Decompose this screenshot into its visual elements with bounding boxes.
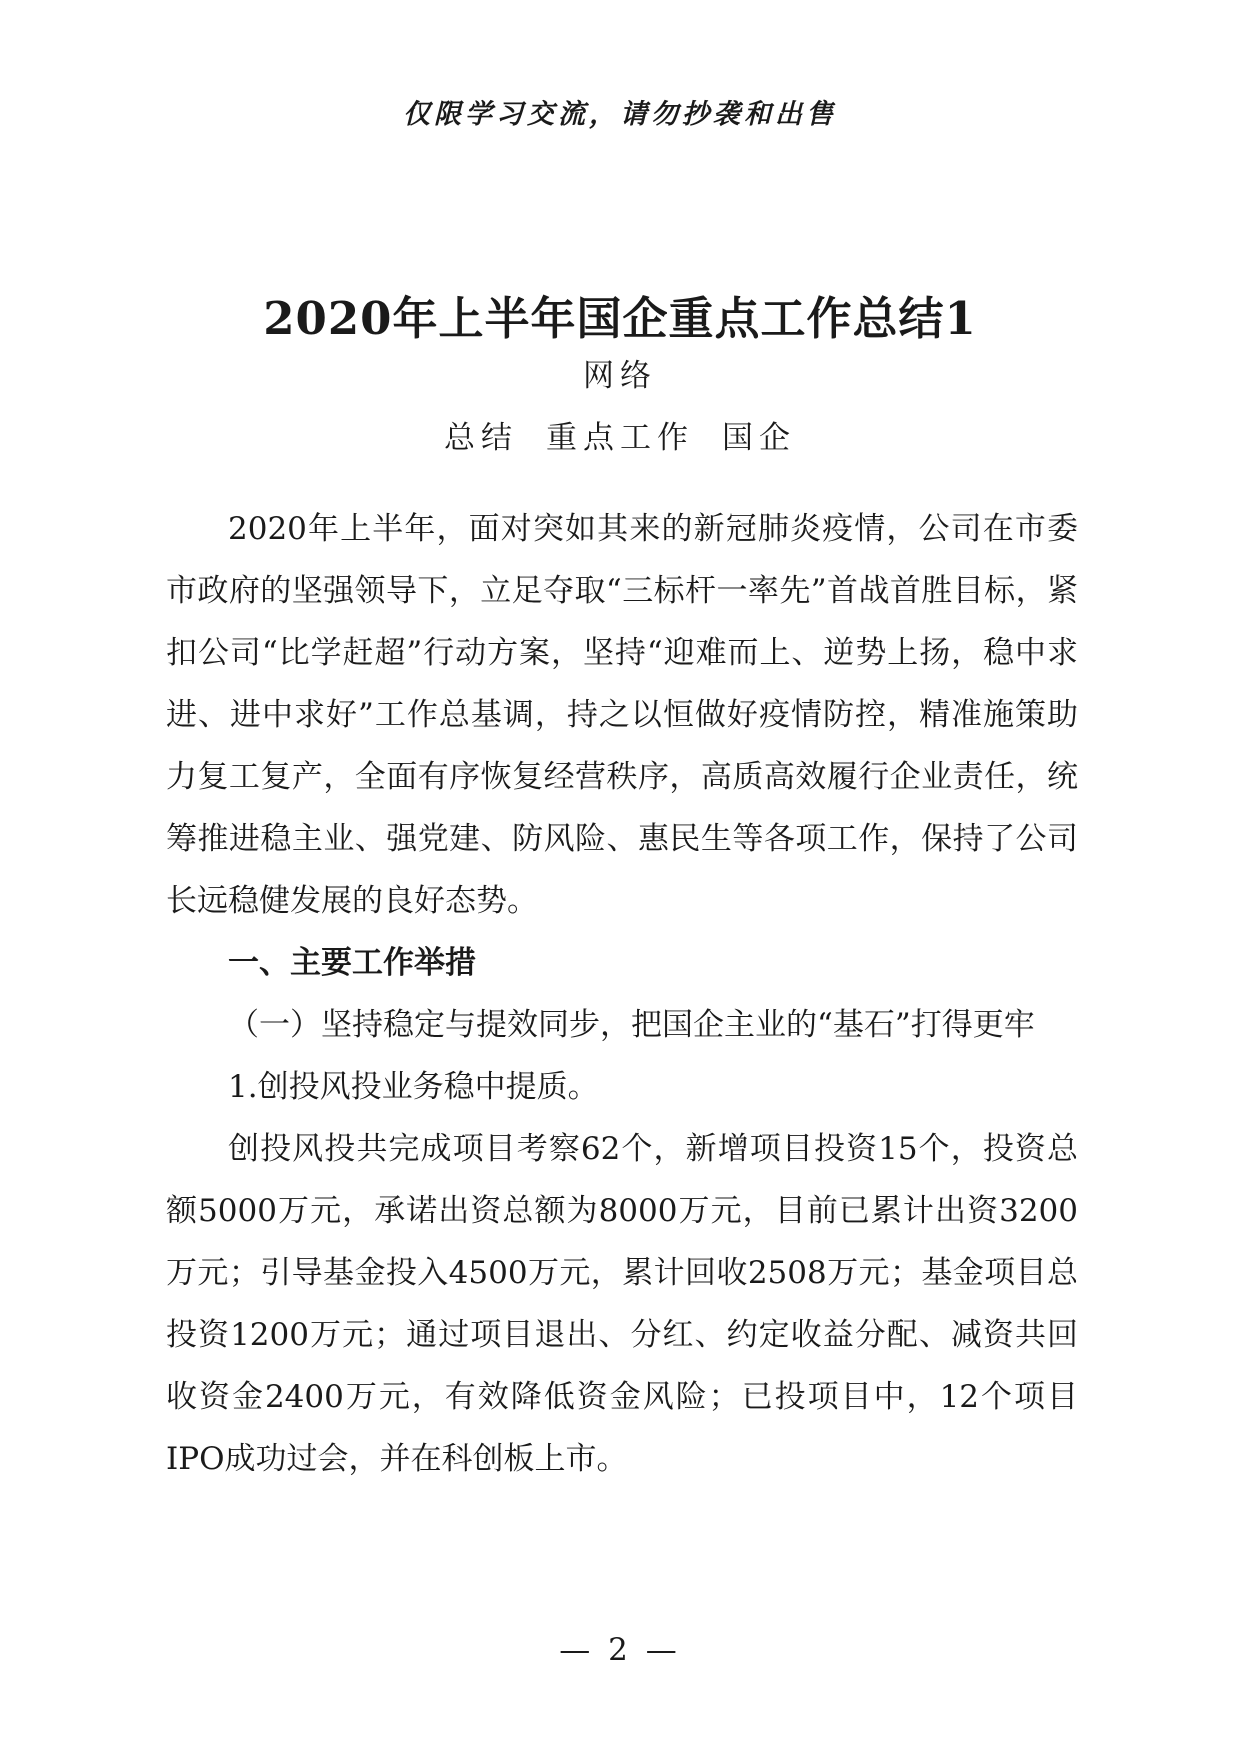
section-heading: 一、主要工作举措 [228,945,476,981]
document-tags [0,412,1240,457]
tag: 总结 [444,420,518,456]
tag: 重点工作 [546,420,694,456]
subsection-heading: （一）坚持稳定与提效同步，把国企主业的“基石”打得更牢 [228,1007,1035,1043]
intro-paragraph: 2020年上半年，面对突如其来的新冠肺炎疫情，公司在市委市政府的坚强领导下，立足夺取“三标杆一率先”首战首胜目标，紧扣公司“比学赶超”行动方案，坚持“迎难而上、逆势上扬，稳中求进、进中求好”工作总基调，持之以恒做好疫情防控，精准施策助力复工复产，全面有序恢复经营秩序，高质高效履行企业责任，统筹推进稳主业、强党建、防风险、惠民生等各项工作，保持了公司长远稳健发展的良好态势。 [166,511,1078,919]
document-source: 网络 [583,358,657,394]
document-title: 2020年上半年国企重点工作总结1 [263,292,977,345]
item-heading: 1.创投风投业务稳中提质。 [228,1069,599,1105]
tag: 国企 [722,420,796,456]
item-paragraph: 创投风投共完成项目考察62个，新增项目投资15个，投资总额5000万元，承诺出资总额为8000万元，目前已累计出资3200万元；引导基金投入4500万元，累计回收2508万元；基金项目总投资1200万元；通过项目退出、分红、约定收益分配、减资共回收资金2400万元，有效降低资金风险；已投项目中，12个项目IPO成功过会，并在科创板上市。 [166,1131,1078,1477]
page-number: — 2 — [559,1632,681,1668]
document-body [166,498,1078,1490]
watermark-notice: 仅限学习交流，请勿抄袭和出售 [403,99,837,130]
